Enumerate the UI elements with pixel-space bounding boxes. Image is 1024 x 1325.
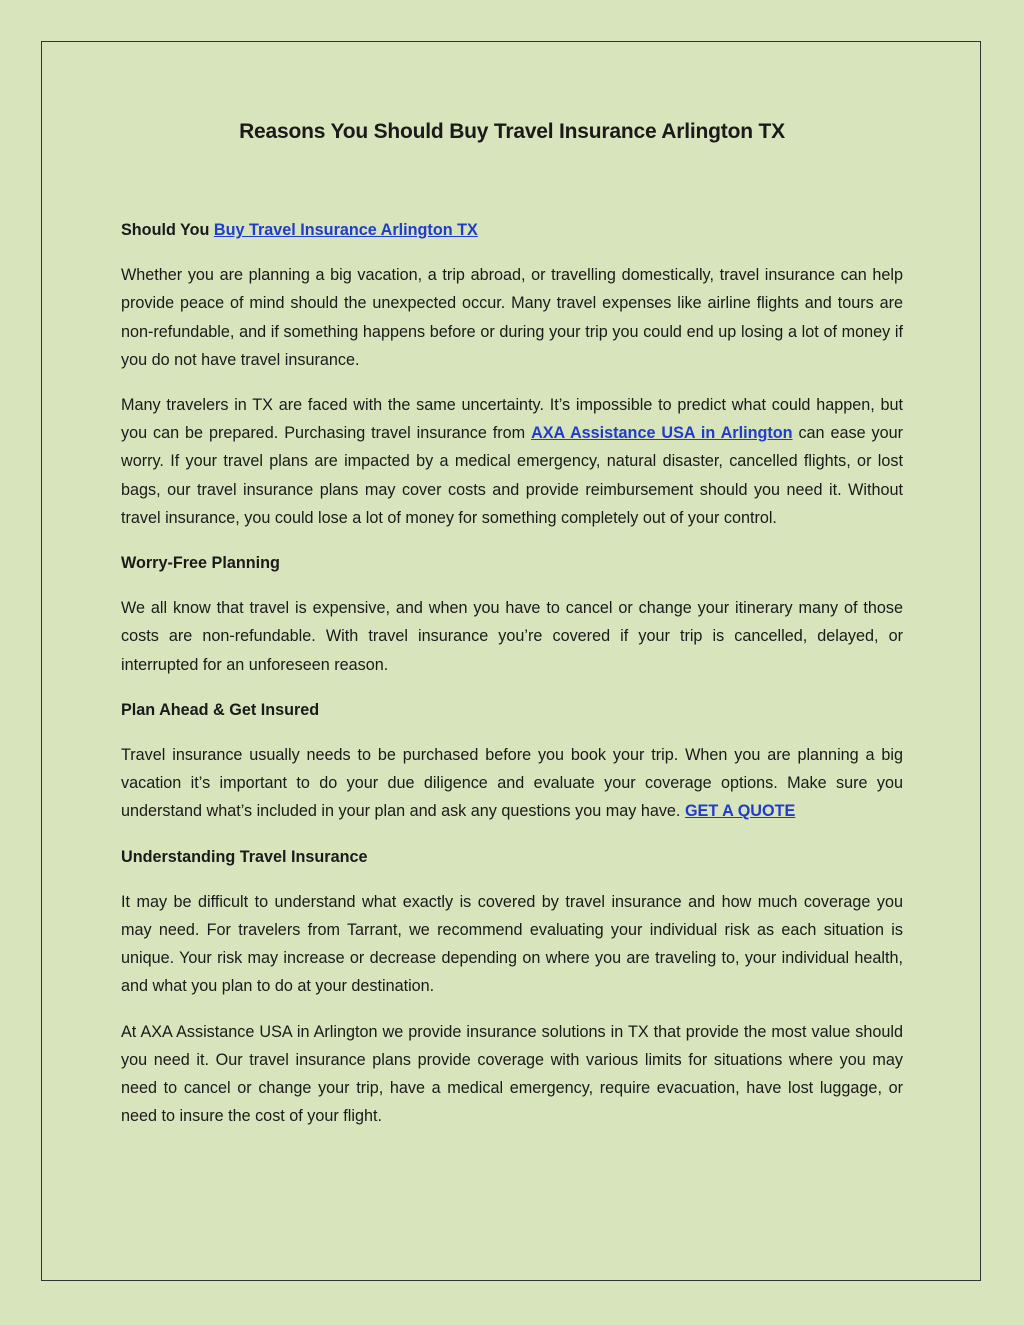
paragraph-uncertainty-before: Many travelers in TX are faced with the same uncertainty. It’s impossible to predict what could happen, but you can be prepared. Purchasing travel insurance from	[121, 396, 903, 443]
get-a-quote-link[interactable]: GET A QUOTE	[684, 802, 796, 821]
paragraph-uncertainty-after: can ease your worry. If your travel plans are impacted by a medical emergency, natural disaster, cancelled flights, or lost bags, our travel insurance plans may cover costs and provide reimbursement should you need it. Without travel insurance, you could lose a lot of money for something completely out of your control.	[121, 424, 904, 527]
document-title: Reasons You Should Buy Travel Insurance Arlington TX	[239, 120, 785, 143]
paragraph-intro: Whether you are planning a big vacation, a trip abroad, or travelling domestically, travel insurance can help provide peace of mind should the unexpected occur. Many travel expenses like airline flights and tours are non-refundable, and if something happens before or during your trip you could end up losing a lot of money if you do not have travel insurance.	[121, 266, 903, 369]
heading-understanding-insurance: Understanding Travel Insurance	[121, 847, 368, 866]
document-body	[121, 216, 903, 1147]
paragraph-plan-ahead-text: Travel insurance usually needs to be purchased before you book your trip. When you are planning a big vacation it’s important to do your due diligence and evaluate your coverage options. Make sure you understand what’s included in your plan and ask any questions you may have.	[121, 746, 903, 821]
buy-travel-insurance-link[interactable]: Buy Travel Insurance Arlington TX	[213, 221, 478, 239]
intro-heading-prefix: Should You	[121, 221, 214, 239]
intro-heading	[121, 216, 903, 244]
paragraph-understanding-1: It may be difficult to understand what exactly is covered by travel insurance and how much coverage you may need. For travelers from Tarrant, we recommend evaluating your individual risk as each situation is unique. Your risk may increase or decrease depending on where you are traveling to, your individual health, and what you plan to do at your destination.	[121, 892, 903, 996]
paragraph-uncertainty	[121, 391, 903, 532]
paragraph-plan-ahead	[121, 741, 903, 826]
heading-worry-free-planning: Worry-Free Planning	[121, 554, 280, 573]
paragraph-worry-free-planning: We all know that travel is expensive, and when you have to cancel or change your itinerary many of those costs are non-refundable. With travel insurance you’re covered if your trip is cancelled, delayed, or interrupted for an unforeseen reason.	[121, 599, 903, 674]
axa-assistance-link[interactable]: AXA Assistance USA in Arlington	[531, 424, 793, 443]
heading-plan-ahead: Plan Ahead & Get Insured	[121, 700, 320, 719]
paragraph-understanding-2: At AXA Assistance USA in Arlington we provide insurance solutions in TX that provide the most value should you need it. Our travel insurance plans provide coverage with various limits for situations where you may need to cancel or change your trip, have a medical emergency, require evacuation, have lost luggage, or need to insure the cost of your flight.	[121, 1022, 903, 1126]
